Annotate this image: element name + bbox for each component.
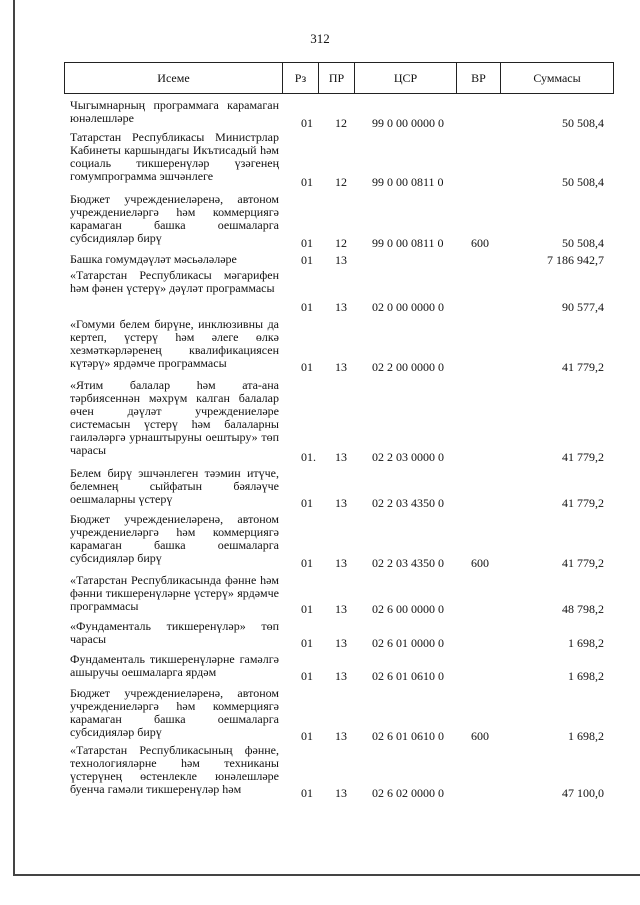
row-rz: 01 xyxy=(301,636,313,650)
table-header xyxy=(64,62,614,94)
row-name: Белем бирү эшчәнлеген тәэмин итүче, белемнең сыйфатын бәяләүче оешмаларны үстерү xyxy=(70,466,279,506)
row-rz: 01 xyxy=(301,175,313,189)
row-sum: 48 798,2 xyxy=(562,602,604,616)
row-csr: 02 6 01 0610 0 xyxy=(372,669,444,683)
scan-bottom-edge xyxy=(13,874,640,876)
row-pr: 12 xyxy=(335,175,347,189)
row-sum: 50 508,4 xyxy=(562,116,604,130)
row-csr: 99 0 00 0811 0 xyxy=(372,236,444,250)
row-csr: 02 6 00 0000 0 xyxy=(372,602,444,616)
row-name: «Татарстан Республикасының фәнне, технологияләрне һәм техниканы үстерүнең өстенлекле юнәлешләре буенча гамәли тикшеренүләр һәм xyxy=(70,743,279,796)
header-name: Исеме xyxy=(65,63,283,93)
row-name: «Гомуми белем бирүне, инклюзивны да кертеп, үстерү һәм әлеге өлкә хезмәткәрләренең квалификациясен күтәрү» ярдәмче программасы xyxy=(70,317,279,370)
header-sum: Суммасы xyxy=(533,71,581,85)
row-rz: 01 xyxy=(301,556,313,570)
row-name: «Фундаменталь тикшеренүләр» төп чарасы xyxy=(70,619,279,646)
row-pr: 13 xyxy=(335,602,347,616)
row-sum: 1 698,2 xyxy=(568,729,604,743)
table-row xyxy=(0,379,640,464)
row-csr: 02 0 00 0000 0 xyxy=(372,300,444,314)
row-csr: 02 2 03 4350 0 xyxy=(372,496,444,510)
row-name: «Татарстан Республикасында фәнне һәм фәнни тикшеренүләрне үстерү» ярдәмче программасы xyxy=(70,573,279,613)
row-name: «Татарстан Республикасы мәгарифен һәм фәнен үстерү» дәүләт программасы xyxy=(70,268,279,295)
table-row xyxy=(0,99,640,130)
row-name: Бюджет учреждениеләренә, автоном учреждениеләргә һәм коммерциягә карамаган башка оешмаларга субсидияләр бирү xyxy=(70,512,279,565)
row-sum: 1 698,2 xyxy=(568,636,604,650)
row-rz: 01 xyxy=(301,729,313,743)
row-rz: 01 xyxy=(301,496,313,510)
row-csr: 02 2 03 4350 0 xyxy=(372,556,444,570)
row-pr: 13 xyxy=(335,556,347,570)
row-rz: 01 xyxy=(301,602,313,616)
row-sum: 50 508,4 xyxy=(562,236,604,250)
row-pr: 12 xyxy=(335,116,347,130)
row-rz: 01 xyxy=(301,116,313,130)
row-sum: 41 779,2 xyxy=(562,496,604,510)
table-row xyxy=(0,253,640,267)
row-vr: 600 xyxy=(471,556,489,570)
row-sum: 7 186 942,7 xyxy=(547,253,604,267)
table-row xyxy=(0,513,640,570)
row-csr: 02 6 01 0000 0 xyxy=(372,636,444,650)
table-row xyxy=(0,269,640,314)
row-csr: 99 0 00 0811 0 xyxy=(372,175,444,189)
row-rz: 01 xyxy=(301,236,313,250)
row-sum: 41 779,2 xyxy=(562,360,604,374)
table-row xyxy=(0,687,640,743)
table-row xyxy=(0,131,640,189)
header-csr: ЦСР xyxy=(355,63,457,93)
row-rz: 01 xyxy=(301,786,313,800)
table-row xyxy=(0,744,640,800)
row-pr: 12 xyxy=(335,236,347,250)
row-csr: 02 2 03 0000 0 xyxy=(372,450,444,464)
row-sum: 50 508,4 xyxy=(562,175,604,189)
row-name: Чыгымнарның программага карамаган юнәлешләре xyxy=(70,98,279,125)
table-row xyxy=(0,467,640,510)
row-vr: 600 xyxy=(471,236,489,250)
header-vr: ВР xyxy=(457,63,501,93)
row-name: Бюджет учреждениеләренә, автоном учреждениеләргә һәм коммерциягә карамаган башка оешмаларга субсидияләр бирү xyxy=(70,192,279,245)
row-rz: 01. xyxy=(301,450,316,464)
row-pr: 13 xyxy=(335,360,347,374)
row-pr: 13 xyxy=(335,786,347,800)
row-pr: 13 xyxy=(335,300,347,314)
row-name: Бюджет учреждениеләренә, автоном учреждениеләргә һәм коммерциягә карамаган башка оешмаларга субсидияләр бирү xyxy=(70,686,279,739)
table-row xyxy=(0,620,640,650)
row-name: Татарстан Республикасы Министрлар Кабинеты каршындагы Икътисадый һәм социаль тикшеренүләр үзәгенең гомумпрограмма эшчәнлеге xyxy=(70,130,279,183)
row-rz: 01 xyxy=(301,253,313,267)
row-sum: 41 779,2 xyxy=(562,450,604,464)
row-sum: 41 779,2 xyxy=(562,556,604,570)
row-csr: 02 2 00 0000 0 xyxy=(372,360,444,374)
table-row xyxy=(0,318,640,374)
row-vr: 600 xyxy=(471,729,489,743)
row-sum: 90 577,4 xyxy=(562,300,604,314)
row-pr: 13 xyxy=(335,450,347,464)
row-name: Фундаменталь тикшеренүләрне гамәлгә ашыручы оешмаларга ярдәм xyxy=(70,652,279,679)
row-csr: 02 6 02 0000 0 xyxy=(372,786,444,800)
row-name: «Ятим балалар һәм ата-ана тәрбиясеннән мәхрүм калган балалар өчен дәүләт учреждениеләре системасын үстерү һәм балаларны гаиләләргә урнаштыруны оештыру» төп чарасы xyxy=(70,378,279,457)
row-csr: 99 0 00 0000 0 xyxy=(372,116,444,130)
table-row xyxy=(0,574,640,616)
row-pr: 13 xyxy=(335,253,347,267)
row-sum: 47 100,0 xyxy=(562,786,604,800)
row-csr: 02 6 01 0610 0 xyxy=(372,729,444,743)
row-rz: 01 xyxy=(301,360,313,374)
table-row xyxy=(0,193,640,250)
page-number: 312 xyxy=(310,31,330,46)
table-row xyxy=(0,653,640,683)
header-pr: ПР xyxy=(319,63,355,93)
row-rz: 01 xyxy=(301,300,313,314)
row-pr: 13 xyxy=(335,636,347,650)
row-sum: 1 698,2 xyxy=(568,669,604,683)
row-rz: 01 xyxy=(301,669,313,683)
row-name: Башка гомумдәүләт мәсьәләләре xyxy=(70,252,237,266)
row-pr: 13 xyxy=(335,669,347,683)
row-pr: 13 xyxy=(335,729,347,743)
row-pr: 13 xyxy=(335,496,347,510)
header-rz: Рз xyxy=(283,63,319,93)
